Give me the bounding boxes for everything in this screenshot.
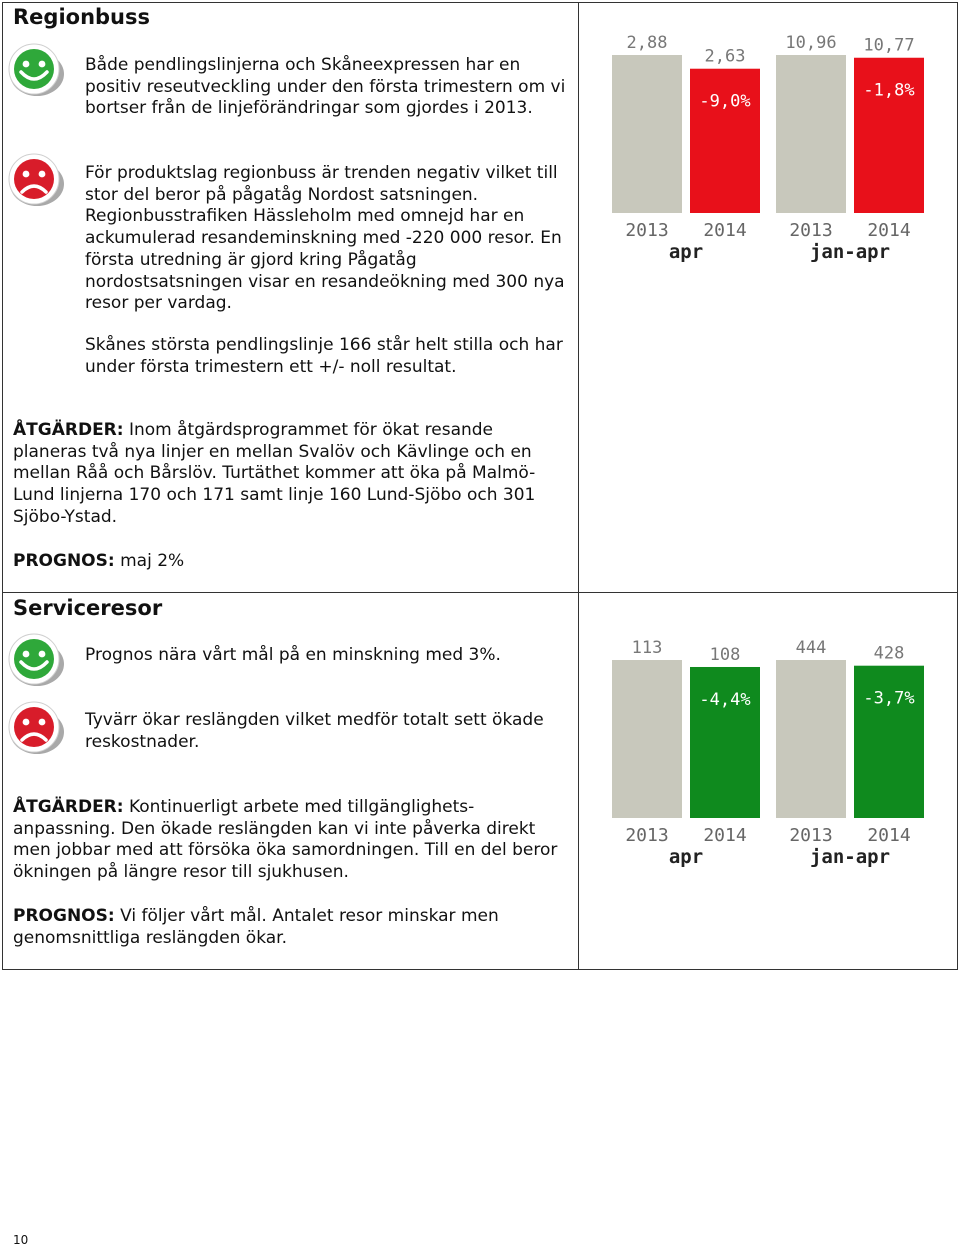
bar-value-label: 10,96 (785, 33, 837, 53)
atgarder-text: Inom åtgärdsprogrammet för ökat resande planeras två nya linjer en mellan Svalöv och Kävlinge och en mellan Råå och Bårslöv. Turtäthet kommer att öka på Malmö-Lund linjerna 170 och 171 samt linje 160 Lund-Sjöbo och 301 Sjöbo-Ystad. (13, 420, 536, 527)
regionbuss-paragraph-3: Skånes största pendlingslinje 166 står helt stilla och har under första trimestern ett +/- noll resultat. (85, 335, 563, 377)
bar-change-label: -4,4% (699, 689, 751, 710)
x-tick-label: 2013 (789, 825, 833, 846)
regionbuss-atgarder (13, 420, 570, 529)
bar-value-label: 10,77 (863, 35, 915, 56)
x-tick-label: 2014 (867, 825, 911, 846)
serviceresor-bar-chart (600, 630, 940, 880)
chart-bar (776, 660, 846, 818)
atgarder-label: ÅTGÄRDER: (13, 420, 124, 440)
regionbuss-bar-chart (600, 25, 940, 275)
group-label: apr (668, 241, 704, 263)
section-divider (2, 592, 958, 593)
atgarder-label: ÅTGÄRDER: (13, 797, 124, 817)
x-tick-label: 2013 (625, 220, 669, 241)
bar-change-label: -3,7% (863, 688, 915, 709)
sad-smiley-icon (7, 700, 65, 756)
bar-value-label: 2,88 (626, 33, 668, 53)
regionbuss-title: Regionbuss (13, 5, 151, 29)
happy-smiley-icon (7, 42, 65, 98)
x-tick-label: 2014 (703, 220, 747, 241)
group-label: jan-apr (809, 846, 891, 868)
prognos-text: maj 2% (114, 551, 185, 571)
x-tick-label: 2014 (703, 825, 747, 846)
x-tick-label: 2014 (867, 220, 911, 241)
page-number: 10 (13, 1233, 29, 1247)
bar-value-label: 444 (795, 638, 827, 658)
bar-change-label: -1,8% (863, 80, 915, 101)
atgarder-text: Kontinuerligt arbete med tillgänglighets-anpassning. Den ökade reslängden kan vi inte påverka direkt men jobbar med att försöka öka samordningen. Till en del beror ökningen på längre resor till sjukhusen. (13, 797, 558, 883)
serviceresor-prognos (13, 906, 570, 949)
prognos-label: PROGNOS: (13, 906, 115, 926)
bar-value-label: 108 (709, 644, 741, 665)
regionbuss-prognos (13, 551, 570, 573)
group-label: apr (668, 846, 704, 868)
prognos-label: PROGNOS: (13, 551, 115, 571)
serviceresor-title: Serviceresor (13, 596, 163, 620)
serviceresor-paragraph-2: Tyvärr ökar reslängden vilket medför totalt sett ökade reskostnader. (85, 710, 544, 752)
regionbuss-paragraph-1: Både pendlingslinjerna och Skåneexpressen har en positiv reseutveckling under den första trimestern om vi bortser från de linjeförändringar som gjordes i 2013. (85, 55, 566, 119)
bar-value-label: 2,63 (704, 46, 746, 67)
bar-change-label: -9,0% (699, 91, 751, 112)
chart-bar (612, 55, 682, 213)
column-divider (578, 2, 579, 970)
serviceresor-paragraph-1: Prognos nära vårt mål på en minskning med 3%. (85, 645, 501, 665)
x-tick-label: 2013 (625, 825, 669, 846)
x-tick-label: 2013 (789, 220, 833, 241)
happy-smiley-icon (7, 632, 65, 688)
chart-bar (612, 660, 682, 818)
regionbuss-paragraph-2: För produktslag regionbuss är trenden negativ vilket till stor del beror på pågatåg Nordost satsningen. Regionbusstrafiken Hässleholm med omnejd har en ackumulerad resandeminskning med -220 000 resor. En första utredning är gjord kring Pågatåg nordostsatsningen visar en resandeökning med 300 nya resor per vardag. (85, 163, 565, 314)
group-label: jan-apr (809, 241, 891, 263)
prognos-text: Vi följer vårt mål. Antalet resor minskar men genomsnittliga reslängden ökar. (13, 906, 499, 948)
chart-bar (776, 55, 846, 213)
bar-value-label: 113 (631, 638, 663, 658)
chart-bar (690, 69, 760, 213)
bar-value-label: 428 (873, 643, 905, 664)
sad-smiley-icon (7, 152, 65, 208)
serviceresor-atgarder (13, 797, 570, 884)
